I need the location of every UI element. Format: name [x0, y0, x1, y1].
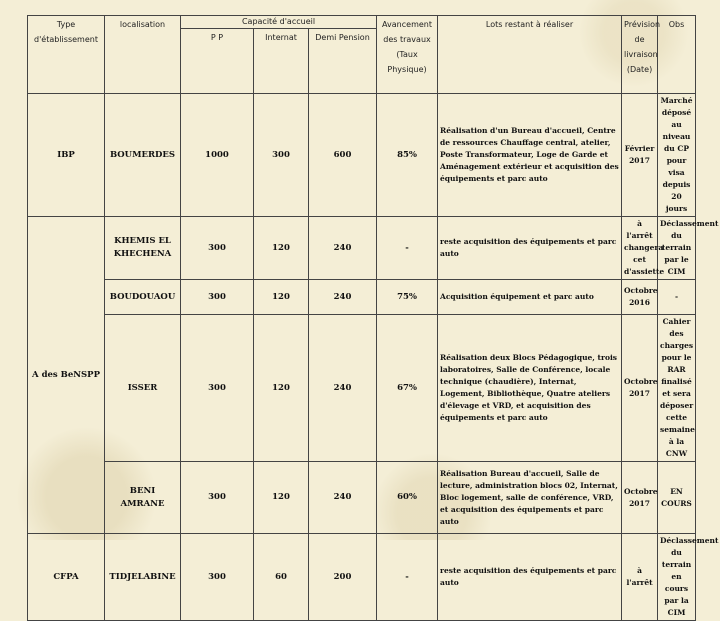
header-internat: Internat: [254, 29, 309, 94]
demi-pension-cell: 600: [309, 94, 377, 217]
table-row: [28, 315, 696, 462]
header-capacite: Capacité d'accueil: [181, 16, 377, 29]
obs-cell: EN COURS: [658, 462, 696, 534]
type-cell-ibp: IBP: [28, 94, 105, 217]
internat-cell: 120: [254, 217, 309, 280]
pp-cell: 300: [181, 315, 254, 462]
header-obs: Obs: [658, 16, 696, 94]
pp-cell: 1000: [181, 94, 254, 217]
demi-pension-cell: 240: [309, 280, 377, 315]
lots-cell: Réalisation Bureau d'accueil, Salle de lecture, administration blocs 02, Internat, Bloc logement, salle de conférence, VRD, et acquisition des équipements et parc auto: [438, 462, 622, 534]
lots-cell: Acquisition équipement et parc auto: [438, 280, 622, 315]
establishments-table: [27, 15, 719, 621]
lots-cell: Réalisation deux Blocs Pédagogique, trois laboratoires, Salle de Conférence, locale technique (chaudière), Internat, Logement, Bibliothèque, Quatre ateliers d'élevage et VRD, et acquisition des équipements et parc auto: [438, 315, 622, 462]
prevision-cell: Octobre 2017: [622, 315, 658, 462]
internat-cell: 120: [254, 315, 309, 462]
obs-cell: -: [658, 280, 696, 315]
header-type: Type d'établissement: [28, 16, 105, 94]
table-row: [28, 94, 696, 217]
localisation-cell: ISSER: [105, 315, 181, 462]
demi-pension-cell: 240: [309, 217, 377, 280]
demi-pension-cell: 200: [309, 534, 377, 621]
pp-cell: 300: [181, 534, 254, 621]
localisation-cell: TIDJELABINE: [105, 534, 181, 621]
avancement-cell: -: [377, 217, 438, 280]
avancement-cell: 75%: [377, 280, 438, 315]
localisation-cell: BOUDOUAOU: [105, 280, 181, 315]
internat-cell: 60: [254, 534, 309, 621]
demi-pension-cell: 240: [309, 462, 377, 534]
header-lots: Lots restant à réaliser: [438, 16, 622, 94]
table-row: [28, 462, 696, 534]
avancement-cell: -: [377, 534, 438, 621]
obs-cell: Marché déposé au niveau du CP pour visa depuis 20 jours: [658, 94, 696, 217]
header-prevision: Prévision de livraison (Date): [622, 16, 658, 94]
prevision-cell: Octobre 2016: [622, 280, 658, 315]
header-demi-pension: Demi Pension: [309, 29, 377, 94]
header-row-1: [28, 16, 696, 29]
lots-cell: reste acquisition des équipements et parc auto: [438, 217, 622, 280]
pp-cell: 300: [181, 280, 254, 315]
demi-pension-cell: 240: [309, 315, 377, 462]
prevision-cell: Février 2017: [622, 94, 658, 217]
prevision-cell: à l'arrêt: [622, 534, 658, 621]
header-avancement: Avancement des travaux (Taux Physique): [377, 16, 438, 94]
header-localisation: localisation: [105, 16, 181, 94]
avancement-cell: 85%: [377, 94, 438, 217]
internat-cell: 120: [254, 462, 309, 534]
internat-cell: 120: [254, 280, 309, 315]
avancement-cell: 60%: [377, 462, 438, 534]
lots-cell: reste acquisition des équipements et parc auto: [438, 534, 622, 621]
table-row: [28, 534, 696, 621]
prevision-cell: à l'arrêt changera cet d'assiette: [622, 217, 658, 280]
obs-cell: Cahier des charges pour le RAR finalisé et sera déposer cette semaine à la CNW: [658, 315, 696, 462]
lots-cell: Réalisation d'un Bureau d'accueil, Centre de ressources Chauffage central, atelier, Poste Transformateur, Loge de Garde et Aménagement extérieur et acquisition des équipements et parc auto: [438, 94, 622, 217]
type-cell-ainspp: A des BeNSPP: [28, 217, 105, 534]
pp-cell: 300: [181, 462, 254, 534]
internat-cell: 300: [254, 94, 309, 217]
prevision-cell: Octobre 2017: [622, 462, 658, 534]
localisation-cell: KHEMIS EL KHECHENA: [105, 217, 181, 280]
localisation-cell: BENI AMRANE: [105, 462, 181, 534]
localisation-cell: BOUMERDES: [105, 94, 181, 217]
pp-cell: 300: [181, 217, 254, 280]
obs-cell: Déclassement du terrain par le CIM: [658, 217, 696, 280]
header-pp: P P: [181, 29, 254, 94]
table-row: [28, 280, 696, 315]
obs-cell: Déclassement du terrain en cours par la CIM: [658, 534, 696, 621]
table-row: [28, 217, 696, 280]
avancement-cell: 67%: [377, 315, 438, 462]
type-cell-cfpa: CFPA: [28, 534, 105, 621]
